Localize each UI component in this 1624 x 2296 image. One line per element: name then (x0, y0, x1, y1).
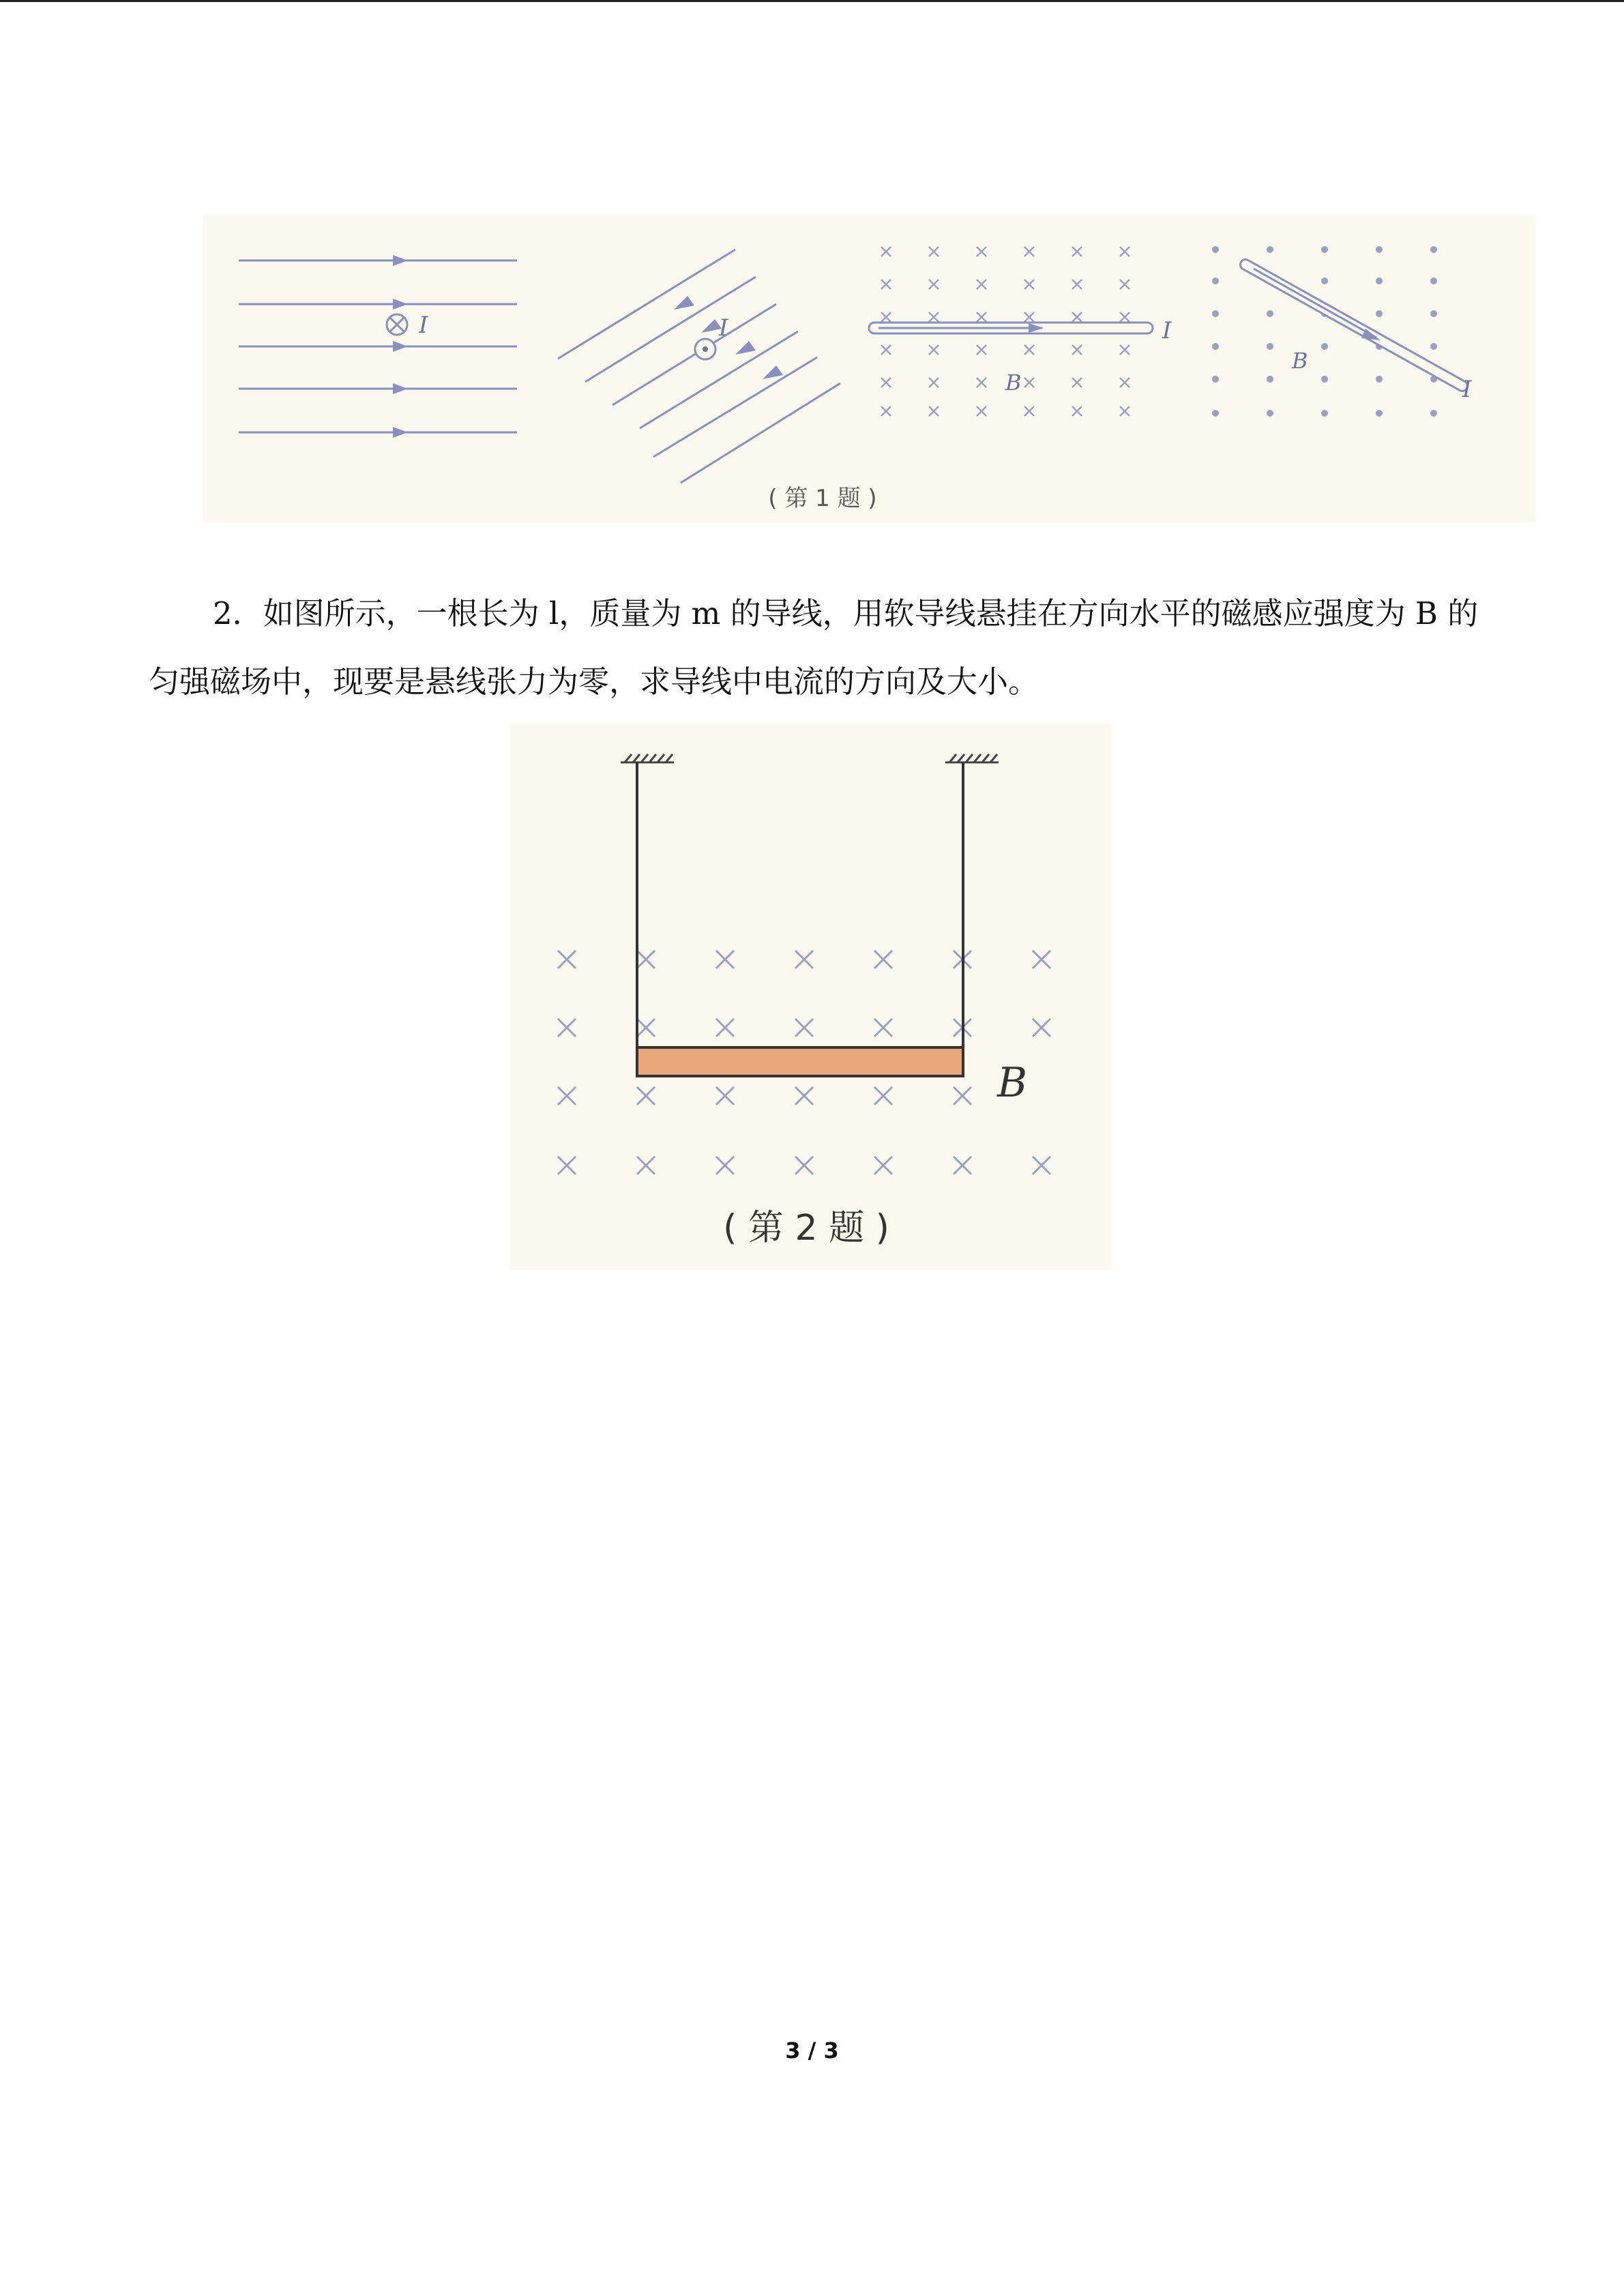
figure-1-canvas (203, 215, 1536, 522)
panel-1-current-label: I (419, 312, 428, 339)
figure-1 (203, 215, 1536, 522)
panel-3-current-label: I (1162, 317, 1172, 344)
figure-1-caption: ( 第 1 题 ) (768, 485, 877, 512)
figure-2 (510, 724, 1112, 1270)
figure-2-canvas (510, 724, 1112, 1270)
panel-3-conductor (869, 323, 1153, 333)
figure-2-field-label: B (997, 1059, 1028, 1107)
panel-4-current-label: I (1462, 376, 1472, 403)
figure-2-caption: ( 第 2 题 ) (723, 1208, 889, 1249)
question-2-text: 2．如图所示，一根长为 l，质量为 m 的导线，用软导线悬挂在方向水平的磁感应强度为 B 的匀强磁场中，现要是悬线张力为零，求导线中电流的方向及大小。 (149, 595, 1479, 700)
panel-4-conductor (1245, 265, 1462, 386)
panel-1-field-lines (239, 255, 517, 438)
right-ceiling-mount (945, 754, 999, 762)
panel-3-field-label: B (1005, 370, 1022, 396)
conductor-bar (637, 1047, 963, 1076)
panel-2-current-label: I (719, 314, 728, 342)
panel-2-current-out-of-page-icon (695, 339, 715, 359)
panel-4-field-label: B (1292, 348, 1308, 374)
page-top-border (0, 0, 1624, 2)
panel-2-field-lines (558, 250, 840, 483)
panel-1-current-into-page-icon (387, 314, 407, 335)
page-number: 3 / 3 (785, 2038, 839, 2063)
left-ceiling-mount (621, 754, 674, 762)
